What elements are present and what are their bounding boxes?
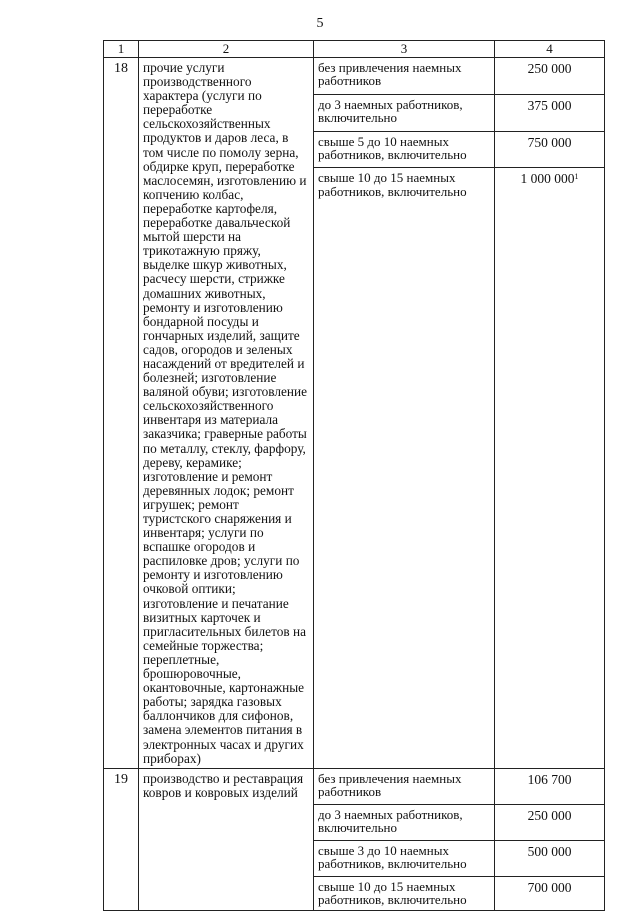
- amount-cell: [495, 58, 605, 95]
- table-row: [104, 58, 605, 95]
- employee-condition: до 3 наемных работников, включительно: [314, 94, 495, 131]
- row-description: производство и реставрация ковров и ковровых изделий: [139, 768, 314, 910]
- employee-condition: свыше 10 до 15 наемных работников, включительно: [314, 876, 495, 910]
- row-number: 18: [104, 58, 139, 769]
- tariff-table: [103, 40, 605, 911]
- column-header: 3: [314, 41, 495, 58]
- amount-value: 250 000: [527, 807, 572, 823]
- table-row: [104, 768, 605, 804]
- amount-cell: [495, 94, 605, 131]
- amount-value: 750 000: [527, 134, 572, 150]
- row-description: прочие услуги производственного характера (услуги по переработке сельскохозяйственных продуктов и даров леса, в том числе по помолу зерна, обдирке круп, переработке маслосемян, изготовлению и копчению колбас, переработке картофеля, переработке давальческой мытой шерсти на трикотажную пряжу, выделке шкур животных, расчесу шерсти, стрижке домашних животных, ремонту и изготовлению бондарной посуды и гончарных изделий, защите садов, огородов и зеленых насаждений от вредителей и болезней; изготовление валяной обуви; изготовление сельскохозяйственного инвентаря из материала заказчика; граверные работы по металлу, стеклу, фарфору, дереву, керамике; изготовление и ремонт деревянных лодок; ремонт игрушек; ремонт туристского снаряжения и инвентаря; услуги по вспашке огородов и распиловке дров; услуги по ремонту и изготовлению очковой оптики; изготовление и печатание визитных карточек и пригласительных билетов на семейные торжества; переплетные, брошюровочные, окантовочные, картонажные работы; зарядка газовых баллончиков для сифонов, замена элементов питания в электронных часах и других приборах): [139, 58, 314, 769]
- employee-condition: свыше 3 до 10 наемных работников, включительно: [314, 840, 495, 876]
- employee-condition: без привлечения наемных работников: [314, 768, 495, 804]
- footnote-marker: 1: [574, 172, 579, 182]
- amount-value: 375 000: [527, 97, 572, 113]
- employee-condition: свыше 5 до 10 наемных работников, включительно: [314, 131, 495, 168]
- employee-condition: без привлечения наемных работников: [314, 58, 495, 95]
- amount-cell: [495, 168, 605, 768]
- amount-value: 250 000: [527, 61, 572, 76]
- amount-value: 500 000: [527, 843, 572, 859]
- table-header-row: [104, 41, 605, 58]
- amount-cell: [495, 131, 605, 168]
- column-header: 1: [104, 41, 139, 58]
- employee-condition: свыше 10 до 15 наемных работников, включительно: [314, 168, 495, 768]
- amount-value: 106 700: [527, 771, 572, 787]
- column-header: 2: [139, 41, 314, 58]
- column-header: 4: [495, 41, 605, 58]
- amount-cell: [495, 768, 605, 804]
- row-number: 19: [104, 768, 139, 910]
- page-number: 5: [316, 16, 324, 31]
- amount-value: 1 000 000: [520, 171, 575, 187]
- employee-condition: до 3 наемных работников, включительно: [314, 804, 495, 840]
- amount-value: 700 000: [527, 879, 572, 895]
- amount-cell: [495, 804, 605, 840]
- amount-cell: [495, 876, 605, 910]
- amount-cell: [495, 840, 605, 876]
